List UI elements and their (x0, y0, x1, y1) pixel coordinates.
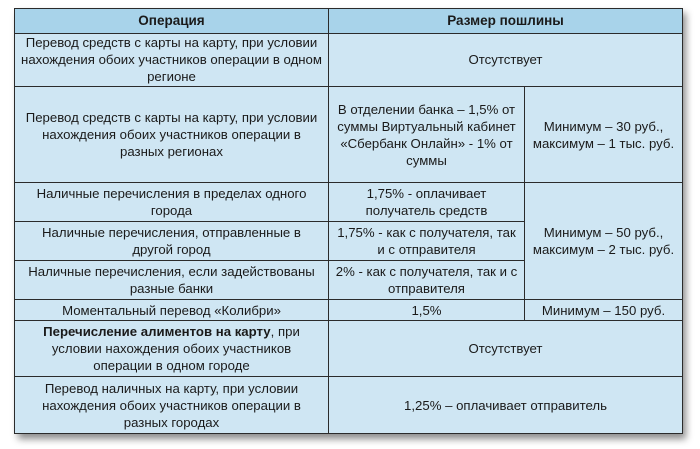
fee-cell: 1,5% (329, 300, 525, 321)
table-row (15, 183, 683, 222)
table-row (15, 300, 683, 321)
limit-cell: Минимум – 30 руб., максимум – 1 тыс. руб. (525, 87, 683, 183)
table-row (15, 87, 683, 183)
fee-cell: 2% - как с получателя, так и с отправителя (329, 261, 525, 300)
operation-cell: Перевод средств с карты на карту, при условии нахождения обоих участников операции в одном регионе (15, 33, 329, 86)
operation-cell: Наличные перечисления, если задействованы разные банки (15, 261, 329, 300)
limit-cell: Минимум – 50 руб., максимум – 2 тыс. руб. (525, 183, 683, 300)
operation-cell: Перевод средств с карты на карту, при условии нахождения обоих участников операции в разных регионах (15, 87, 329, 183)
table-row (15, 321, 683, 377)
fee-table (14, 8, 683, 434)
fee-cell: В отделении банка – 1,5% от суммы Виртуальный кабинет «Сбербанк Онлайн» - 1% от суммы (329, 87, 525, 183)
header-fee: Размер пошлины (329, 9, 683, 34)
fee-table-container (14, 8, 682, 434)
limit-cell: Минимум – 150 руб. (525, 300, 683, 321)
fee-cell: 1,25% – оплачивает отправитель (329, 377, 683, 434)
operation-cell: Моментальный перевод «Колибри» (15, 300, 329, 321)
operation-cell: Наличные перечисления в пределах одного города (15, 183, 329, 222)
operation-cell (15, 321, 329, 377)
fee-cell: 1,75% - как с получателя, так и с отправителя (329, 222, 525, 261)
header-operation: Операция (15, 9, 329, 34)
operation-cell: Наличные перечисления, отправленные в другой город (15, 222, 329, 261)
table-header-row (15, 9, 683, 34)
fee-cell: Отсутствует (329, 33, 683, 86)
fee-cell: 1,75% - оплачивает получатель средств (329, 183, 525, 222)
operation-bold-text: Перечисление алиментов на карту (43, 324, 271, 340)
table-row (15, 33, 683, 86)
fee-cell: Отсутствует (329, 321, 683, 377)
operation-rest-text: , при условии нахождения обоих участников операции в одном городе (51, 324, 300, 374)
table-row (15, 377, 683, 434)
operation-cell: Перевод наличных на карту, при условии нахождения обоих участников операции в разных городах (15, 377, 329, 434)
